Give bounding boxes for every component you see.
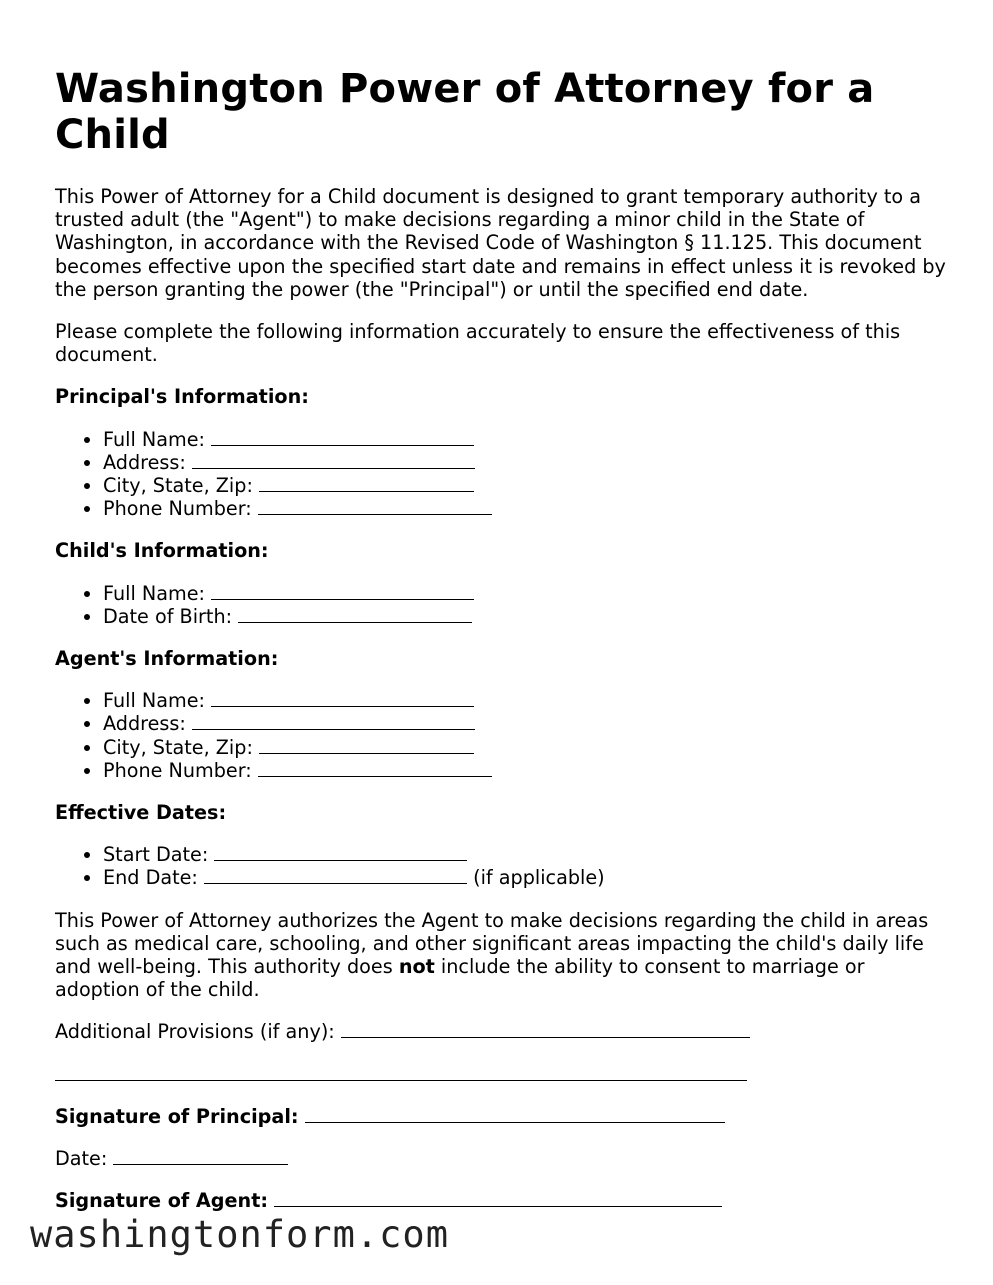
authority-paragraph: This Power of Attorney authorizes the Agent to make decisions regarding the child in areas such as medical care, schooling, and other significant areas impacting the child's daily life and well-being. This authority does not include the ability to consent to marriage or adoption of the child. [55,908,929,1002]
authority-emphasis: not [398,955,435,979]
dates-fields [55,843,955,889]
principal-fields [55,428,955,521]
principal-address-field[interactable]: • Address: [103,451,955,474]
principal-phone-field[interactable]: • Phone Number: [103,497,955,520]
blank-line[interactable] [238,605,472,623]
blank-line[interactable] [211,428,474,446]
blank-line[interactable] [211,582,474,600]
blank-line[interactable] [214,843,467,861]
end-date-field[interactable]: • End Date: (if applicable) [103,866,955,889]
blank-line[interactable] [341,1020,750,1038]
date-field[interactable]: Date: [55,1147,955,1170]
blank-line[interactable] [192,712,475,730]
agent-fields [55,689,955,782]
child-full-name-field[interactable]: • Full Name: [103,582,955,605]
agent-city-state-zip-field[interactable]: • City, State, Zip: [103,736,955,759]
instruction-paragraph: Please complete the following information accurately to ensure the effectiveness of this document. [55,320,901,367]
principal-full-name-field[interactable]: • Full Name: [103,428,955,451]
blank-line[interactable] [211,689,474,707]
signature-line[interactable] [274,1189,722,1207]
watermark: washingtonform.com [30,1213,449,1256]
dates-heading: Effective Dates: [55,801,227,825]
blank-line[interactable] [259,474,474,492]
agent-full-name-field[interactable]: • Full Name: [103,689,955,712]
blank-line[interactable] [55,1063,747,1081]
blank-line[interactable] [259,736,474,754]
child-heading: Child's Information: [55,539,269,563]
agent-phone-field[interactable]: • Phone Number: [103,759,955,782]
principal-city-state-zip-field[interactable]: • City, State, Zip: [103,474,955,497]
agent-address-field[interactable]: • Address: [103,712,955,735]
blank-line[interactable] [258,497,492,515]
additional-provisions-continuation[interactable] [55,1063,955,1086]
child-dob-field[interactable]: • Date of Birth: [103,605,955,628]
blank-line[interactable] [113,1147,288,1165]
signature-line[interactable] [305,1105,725,1123]
agent-signature-field[interactable]: Signature of Agent: [55,1189,955,1212]
document-page [55,66,955,1232]
blank-line[interactable] [192,451,475,469]
blank-line[interactable] [204,866,467,884]
blank-line[interactable] [258,759,492,777]
principal-signature-field[interactable]: Signature of Principal: [55,1105,955,1128]
child-fields [55,582,955,628]
intro-paragraph: This Power of Attorney for a Child document is designed to grant temporary authority to a trusted adult (the "Agent") to make decisions regarding a minor child in the State of Washington, in accordance with the Revised Code of Washington § 11.125. This document becomes effective upon the specified start date and remains in effect unless it is revoked by the person granting the power (the "Principal") or until the specified end date. [55,185,946,301]
principal-heading: Principal's Information: [55,385,309,409]
document-title: Washington Power of Attorney for a Child [55,66,875,158]
additional-provisions-field[interactable]: Additional Provisions (if any): [55,1020,955,1043]
agent-heading: Agent's Information: [55,647,279,671]
start-date-field[interactable]: • Start Date: [103,843,955,866]
